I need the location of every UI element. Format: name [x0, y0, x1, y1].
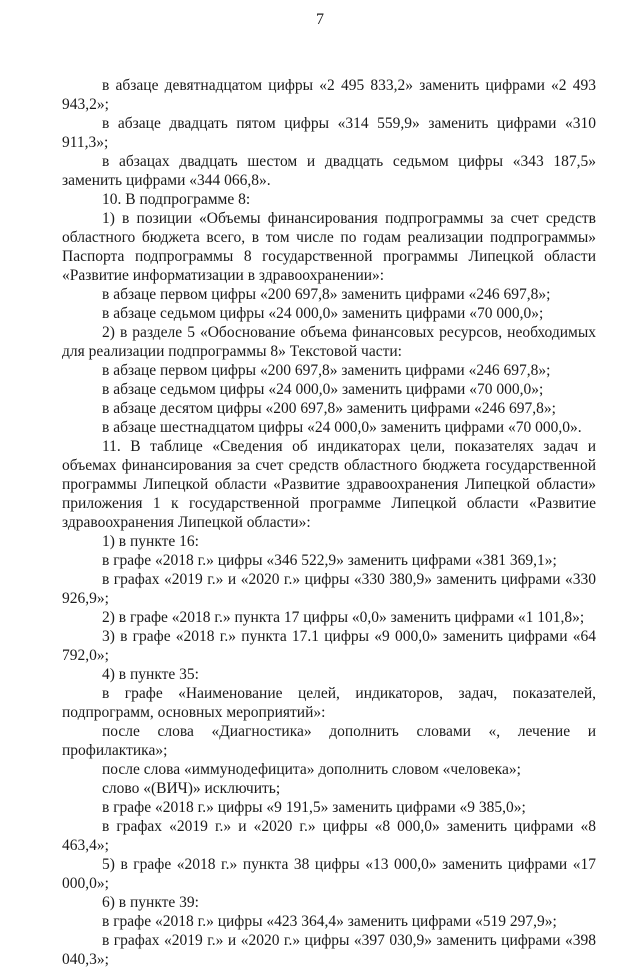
paragraph: в графе «2018 г.» цифры «423 364,4» заменить цифрами «519 297,9»;	[102, 913, 557, 930]
paragraph: в графе «2018 г.» цифры «346 522,9» заменить цифрами «381 369,1»;	[102, 552, 557, 569]
paragraph: 2) в разделе 5 «Обоснование объема финансовых ресурсов, необходимых для реализации подпрограммы 8» Текстовой части:	[62, 324, 596, 360]
paragraph: в графах «2019 г.» и «2020 г.» цифры «8 000,0» заменить цифрами «8 463,4»;	[62, 818, 596, 854]
paragraph: в абзаце двадцать пятом цифры «314 559,9» заменить цифрами «310 911,3»;	[62, 115, 596, 151]
paragraph: в абзаце шестнадцатом цифры «24 000,0» заменить цифрами «70 000,0».	[102, 419, 582, 436]
paragraph: 4) в пункте 35:	[102, 666, 199, 683]
paragraph: в абзацах двадцать шестом и двадцать седьмом цифры «343 187,5» заменить цифрами «344 066,8».	[62, 153, 596, 189]
paragraph: 10. В подпрограмме 8:	[102, 191, 251, 208]
paragraph: в графах «2019 г.» и «2020 г.» цифры «397 030,9» заменить цифрами «398 040,3»;	[62, 932, 596, 968]
paragraph: в абзаце седьмом цифры «24 000,0» заменить цифрами «70 000,0»;	[102, 381, 544, 398]
paragraph: слово «(ВИЧ)» исключить;	[102, 780, 281, 797]
paragraph: в абзаце первом цифры «200 697,8» заменить цифрами «246 697,8»;	[102, 362, 551, 379]
page-number: 7	[316, 11, 324, 28]
paragraph: после слова «Диагностика» дополнить словами «, лечение и профилактика»;	[62, 723, 596, 759]
paragraph: 1) в пункте 16:	[102, 533, 199, 550]
paragraph: в графах «2019 г.» и «2020 г.» цифры «330 380,9» заменить цифрами «330 926,9»;	[62, 571, 596, 607]
document-body	[62, 76, 596, 969]
paragraph: 3) в графе «2018 г.» пункта 17.1 цифры «9 000,0» заменить цифрами «64 792,0»;	[62, 628, 596, 664]
paragraph: в абзаце десятом цифры «200 697,8» заменить цифрами «246 697,8»;	[102, 400, 556, 417]
paragraph: 1) в позиции «Объемы финансирования подпрограммы за счет средств областного бюджета всего, в том числе по годам реализации подпрограммы» Паспорта подпрограммы 8 государственной программы Липецкой области «Развитие информатизации в здравоохранении»:	[62, 210, 596, 284]
paragraph: 11. В таблице «Сведения об индикаторах цели, показателях задач и объемах финансирования за счет средств областного бюджета государственной программы Липецкой области «Развитие здравоохранения Липецкой области» приложения 1 к государственной программе Липецкой области «Развитие здравоохранения Липецкой области»:	[62, 438, 596, 531]
paragraph: в графе «2018 г.» цифры «9 191,5» заменить цифрами «9 385,0»;	[102, 799, 526, 816]
paragraph: 2) в графе «2018 г.» пункта 17 цифры «0,0» заменить цифрами «1 101,8»;	[102, 609, 585, 626]
paragraph: в абзаце седьмом цифры «24 000,0» заменить цифрами «70 000,0»;	[102, 305, 544, 322]
paragraph: после слова «иммунодефицита» дополнить словом «человека»;	[102, 761, 521, 778]
paragraph: в графе «Наименование целей, индикаторов, задач, показателей, подпрограмм, основных мероприятий»:	[62, 685, 596, 721]
paragraph: 5) в графе «2018 г.» пункта 38 цифры «13 000,0» заменить цифрами «17 000,0»;	[62, 856, 596, 892]
paragraph: в абзаце девятнадцатом цифры «2 495 833,2» заменить цифрами «2 493 943,2»;	[62, 77, 596, 113]
paragraph: 6) в пункте 39:	[102, 894, 199, 911]
paragraph: в абзаце первом цифры «200 697,8» заменить цифрами «246 697,8»;	[102, 286, 551, 303]
